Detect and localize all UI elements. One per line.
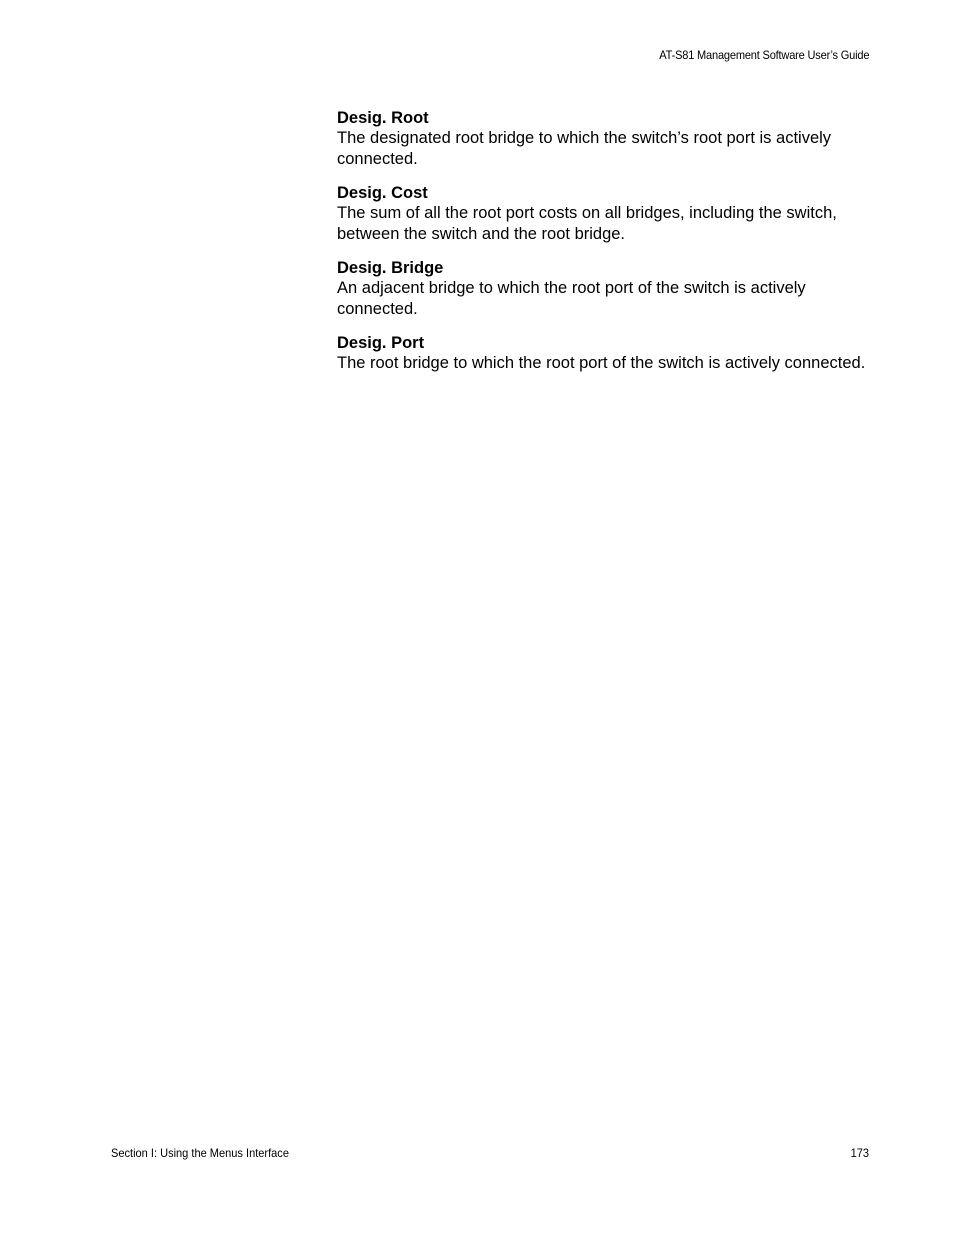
term-definition: The root bridge to which the root port of the switch is actively connected.: [337, 354, 866, 372]
footer-page-number: 173: [850, 1146, 869, 1160]
term-heading: Desig. Port: [337, 334, 425, 352]
term-heading: Desig. Bridge: [337, 259, 444, 277]
definition-list: [337, 108, 877, 387]
term-definition: An adjacent bridge to which the root port of the switch is actively connected.: [337, 279, 806, 318]
definition-entry-desig-port: [337, 333, 877, 374]
running-header: AT-S81 Management Software User’s Guide: [658, 48, 869, 62]
term-heading: Desig. Cost: [337, 184, 428, 202]
definition-entry-desig-bridge: [337, 258, 877, 320]
term-heading: Desig. Root: [337, 109, 429, 127]
footer-section-title: Section I: Using the Menus Interface: [111, 1146, 289, 1160]
definition-entry-desig-root: [337, 108, 877, 170]
term-definition: The sum of all the root port costs on all bridges, including the switch, between the switch and the root bridge.: [337, 204, 837, 243]
term-definition: The designated root bridge to which the switch’s root port is actively connected.: [337, 129, 832, 168]
definition-entry-desig-cost: [337, 183, 877, 245]
